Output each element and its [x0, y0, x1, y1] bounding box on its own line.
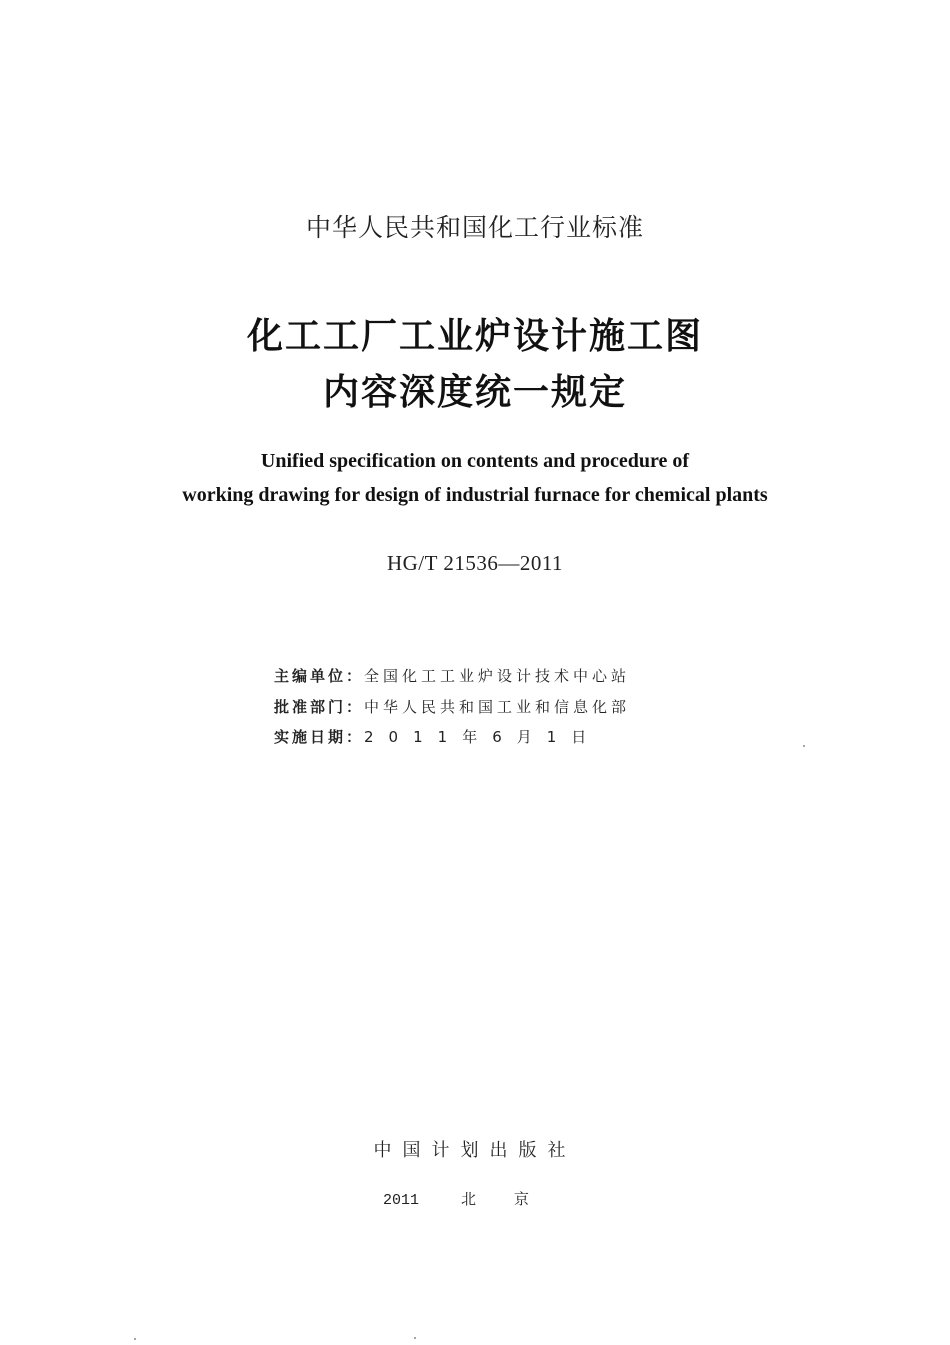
chinese-title-line-1: 化工工厂工业炉设计施工图 — [246, 316, 703, 357]
editor-row — [274, 665, 674, 686]
effective-date-row — [274, 726, 674, 747]
industry-standard-heading: 中华人民共和国化工行业标准 — [305, 213, 644, 242]
editor-value: 全国化工工业炉设计技术中心站 — [364, 667, 631, 685]
chinese-title-line-2: 内容深度统一规定 — [322, 372, 627, 413]
scan-speck — [414, 1337, 416, 1339]
scan-speck — [803, 745, 805, 747]
effective-date-label: 实施日期： — [274, 728, 365, 746]
english-title-line-2: working drawing for design of industrial furnace for chemical plants — [182, 484, 768, 506]
effective-date-value: 2011年6月1日 — [364, 728, 602, 746]
publisher-name: 中国计划出版社 — [373, 1140, 577, 1161]
standard-code: HG/T 21536—2011 — [386, 551, 564, 575]
approver-label: 批准部门： — [274, 698, 365, 716]
publication-year: 2011 — [382, 1192, 419, 1209]
approver-row — [274, 696, 674, 717]
editor-label: 主编单位： — [274, 667, 365, 685]
publication-place — [0, 1188, 950, 1209]
approver-value: 中华人民共和国工业和信息化部 — [364, 698, 631, 716]
publication-city: 北京 — [461, 1190, 568, 1208]
english-title-line-1: Unified specification on contents and procedure of — [260, 450, 690, 472]
scan-speck — [134, 1338, 136, 1340]
